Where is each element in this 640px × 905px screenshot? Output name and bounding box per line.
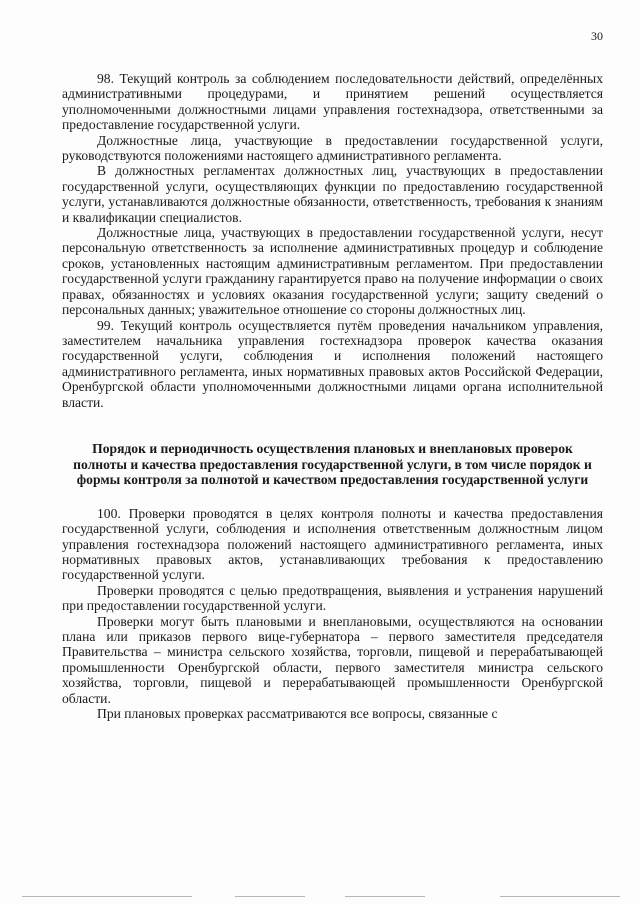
scan-artifact-line (500, 896, 620, 897)
paragraph-98: 98. Текущий контроль за соблюдением последовательности действий, определённых административными процедурами, и принятием решений осуществляется уполномоченными должностными лицами управления гостехнадзора, ответственными за предоставление государственной услуги. (62, 71, 603, 133)
page-number: 30 (591, 29, 603, 43)
paragraph-100: 100. Проверки проводятся в целях контроля полноты и качества предоставления государственной услуги, соблюдения и исполнения ответственным должностным лицом управления гостехнадзора положений настоящего административного регламента, иных нормативных правовых актов, устанавливающих требования к предоставлению государственной услуги. (62, 505, 603, 583)
paragraph-99: 99. Текущий контроль осуществляется путём проведения начальником управления, заместителем начальника управления гостехнадзора проверок качества оказания государственной услуги, соблюдения и исполнения положений настоящего административного регламента, иных нормативных правовых актов Российской Федерации, Оренбургской области уполномоченными должностными лицами органа исполнительной власти. (62, 317, 603, 410)
paragraph-planned-inspections: При плановых проверках рассматриваются все вопросы, связанные с (97, 706, 498, 721)
paragraph-inspection-purpose: Проверки проводятся с целью предотвращения, выявления и устранения нарушений при предоставлении государственной услуги. (62, 582, 603, 614)
scan-artifact-line (345, 896, 425, 897)
paragraph-officials-guidance: Должностные лица, участвующие в предоставлении государственной услуги, руководствуются положениями настоящего административного регламента. (62, 132, 603, 164)
paragraph-job-regulations: В должностных регламентах должностных лиц, участвующих в предоставлении государственной услуги, осуществляющих функции по предоставлению государственной услуги, устанавливаются должностные обязанности, ответственность, требования к знаниям и квалификации специалистов. (62, 163, 603, 225)
paragraph-inspection-types: Проверки могут быть плановыми и внеплановыми, осуществляются на основании плана или приказов первого вице-губернатора – первого заместителя председателя Правительства – министра сельского хозяйства, торговли, пищевой и перерабатывающей промышленности Оренбургской области, первого заместителя министра сельского хозяйства, торговли, пищевой и перерабатывающей промышленности Оренбургской области. (62, 613, 603, 706)
document-body (62, 71, 603, 721)
paragraph-personal-responsibility: Должностные лица, участвующих в предоставлении государственной услуги, несут персональную ответственность за исполнение административных процедур и соблюдение сроков, установленных настоящим административным регламентом. При предоставлении государственной услуги гражданину гарантируется право на получение информации о своих правах, обязанностях и условиях оказания государственной услуги; защиту сведений о персональных данных; уважительное отношение со стороны должностных лиц. (62, 225, 603, 318)
scan-artifact-line (235, 896, 305, 897)
scan-artifact-line (22, 896, 192, 897)
section-heading: Порядок и периодичность осуществления плановых и внеплановых проверок полноты и качества предоставления государственной услуги, в том числе порядок и формы контроля за полнотой и качеством предоставления государственной услуги (73, 440, 592, 488)
